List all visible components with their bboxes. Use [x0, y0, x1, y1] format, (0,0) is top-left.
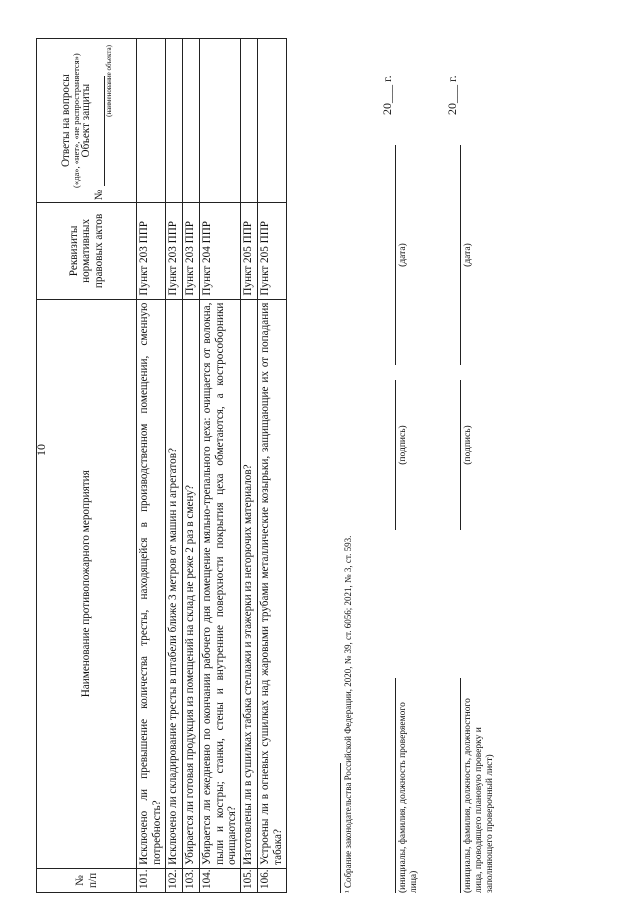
footnote-rule	[340, 763, 341, 893]
signature-date-label-1: (дата)	[398, 243, 408, 267]
signature-year-1: 20___ г.	[380, 75, 394, 115]
object-name-note: (наименование объекта)	[104, 45, 113, 117]
signature-sign-label-2: (подпись)	[463, 425, 473, 465]
row-answer-cell[interactable]	[166, 39, 183, 203]
signature-person-label-1: (инициалы, фамилия, должность проверяемого лица)	[398, 702, 419, 893]
row-answer-cell[interactable]	[183, 39, 200, 203]
object-name-line	[94, 76, 105, 186]
signature-line-sign-1[interactable]	[395, 380, 396, 530]
checklist-table	[36, 38, 287, 893]
row-answer-cell[interactable]	[241, 39, 258, 203]
row-requisites: Пункт 203 ППР	[137, 203, 166, 299]
row-requisites: Пункт 203 ППР	[183, 203, 200, 299]
object-number-sign: №	[92, 189, 105, 201]
table-header-row	[37, 39, 137, 893]
row-answer-cell[interactable]	[200, 39, 241, 203]
footnote: ¹ Собрание законодательства Российской Федерации, 2020, № 39, ст. 6056; 2021, № 3, ст. 593.	[343, 535, 353, 893]
table-row	[241, 39, 258, 893]
row-text: Убирается ли ежедневно по окончании рабочего дня помещение мяльно-трепального цеха: очищается от волокна, пыли и костры; станки, стены и внутренние поверхности покрытия цеха обметаются, а кострособорники очищаются?	[200, 299, 241, 868]
signature-line-date-2[interactable]	[460, 145, 461, 365]
signature-line-date-1[interactable]	[395, 145, 396, 365]
table-row	[183, 39, 200, 893]
object-label: Объект защиты	[79, 83, 92, 158]
row-requisites: Пункт 203 ППР	[166, 203, 183, 299]
signature-line-person-2[interactable]	[460, 678, 461, 893]
header-num: № п/п	[37, 868, 137, 892]
signature-line-person-1[interactable]	[395, 678, 396, 893]
row-number: 102.	[166, 868, 183, 892]
row-number: 101.	[137, 868, 166, 892]
signature-year-2: 20___ г.	[445, 75, 459, 115]
row-text: Исключено ли складирование тресты в штабели ближе 3 метров от машин и агрегатов?	[166, 299, 183, 868]
row-requisites: Пункт 204 ППР	[200, 203, 241, 299]
row-answer-cell[interactable]	[137, 39, 166, 203]
signature-sign-label-1: (подпись)	[398, 425, 408, 465]
row-requisites: Пункт 205 ППР	[258, 203, 287, 299]
row-text: Убирается ли готовая продукция из помещений на склад не реже 2 раз в смену?	[183, 299, 200, 868]
object-number-field	[94, 41, 105, 200]
page-number: 10	[34, 444, 48, 456]
answers-subtitle: («да», «нет», «не распространяется»)	[70, 53, 81, 188]
row-number: 103.	[183, 868, 200, 892]
row-requisites: Пункт 205 ППР	[241, 203, 258, 299]
signature-person-label-2: (инициалы, фамилия, должность, должностного лица, проводящего плановую проверку и заполняющего проверочный лист)	[463, 698, 495, 893]
header-requisites: Реквизиты нормативных правовых актов	[37, 203, 137, 299]
answers-title: Ответы на вопросы	[59, 74, 72, 168]
table-row	[137, 39, 166, 893]
row-text: Исключено ли превышение количества тресты, находящейся в производственном помещении, сменную потребность?	[137, 299, 166, 868]
row-number: 104.	[200, 868, 241, 892]
row-number: 106.	[258, 868, 287, 892]
table-row	[258, 39, 287, 893]
signature-line-sign-2[interactable]	[460, 380, 461, 530]
table-row	[166, 39, 183, 893]
row-answer-cell[interactable]	[258, 39, 287, 203]
signature-date-label-2: (дата)	[463, 243, 473, 267]
header-answers	[37, 39, 137, 203]
row-text: Устроены ли в огневых сушилках над жаровыми трубами металлические козырьки, защищающие их от попадания табака?	[258, 299, 287, 868]
header-name: Наименование противопожарного мероприятия	[37, 299, 137, 868]
row-number: 105.	[241, 868, 258, 892]
row-text: Изготовлены ли в сушилках табака стеллажи и этажерки из негорючих материалов?	[241, 299, 258, 868]
table-row	[200, 39, 241, 893]
